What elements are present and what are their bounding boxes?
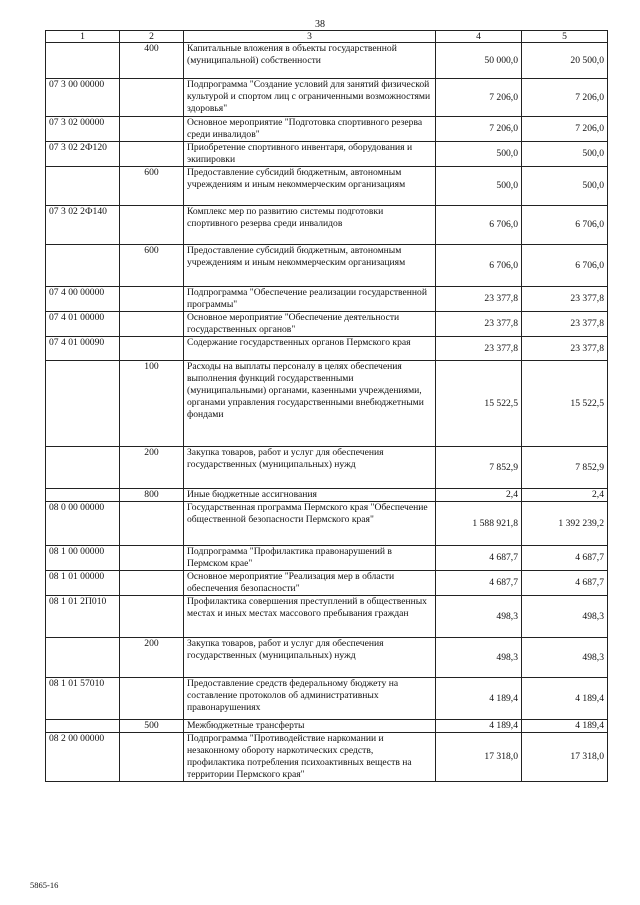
row-value-col4: 6 706,0 [436, 245, 522, 287]
row-value-col4: 1 588 921,8 [436, 502, 522, 546]
row-value-col4: 23 377,8 [436, 337, 522, 361]
row-name: Основное мероприятие "Реализация мер в области обеспечения безопасности" [184, 571, 436, 596]
row-name: Межбюджетные трансферты [184, 720, 436, 733]
table-row [46, 502, 608, 546]
column-number: 1 [46, 31, 120, 43]
table-row [46, 43, 608, 79]
row-code [46, 361, 120, 447]
row-name: Подпрограмма "Создание условий для занятий физической культурой и спортом лиц с ограниченными возможностями здоровья" [184, 79, 436, 117]
column-number: 3 [184, 31, 436, 43]
row-expense-type [120, 571, 184, 596]
row-value-col5: 20 500,0 [522, 43, 608, 79]
row-code: 08 0 00 00000 [46, 502, 120, 546]
table-row [46, 571, 608, 596]
row-name: Иные бюджетные ассигнования [184, 489, 436, 502]
row-code: 08 1 01 2П010 [46, 596, 120, 638]
row-value-col4: 2,4 [436, 489, 522, 502]
row-name: Подпрограмма "Обеспечение реализации государственной программы" [184, 287, 436, 312]
row-value-col4: 500,0 [436, 142, 522, 167]
row-code: 08 2 00 00000 [46, 733, 120, 782]
row-value-col4: 4 189,4 [436, 720, 522, 733]
row-name: Комплекс мер по развитию системы подготовки спортивного резерва среди инвалидов [184, 206, 436, 245]
row-value-col4: 7 852,9 [436, 447, 522, 489]
row-expense-type: 100 [120, 361, 184, 447]
row-expense-type: 200 [120, 638, 184, 678]
table-row [46, 117, 608, 142]
row-value-col5: 2,4 [522, 489, 608, 502]
row-name: Закупка товаров, работ и услуг для обеспечения государственных (муниципальных) нужд [184, 638, 436, 678]
row-value-col5: 4 687,7 [522, 571, 608, 596]
row-code [46, 245, 120, 287]
row-name: Профилактика совершения преступлений в общественных местах и иных местах массового пребывания граждан [184, 596, 436, 638]
row-expense-type [120, 678, 184, 720]
table-row [46, 142, 608, 167]
row-code [46, 638, 120, 678]
row-code: 07 3 02 2Ф140 [46, 206, 120, 245]
page-number: 38 [315, 19, 325, 30]
row-name: Основное мероприятие "Обеспечение деятельности государственных органов" [184, 312, 436, 337]
row-code: 08 1 01 00000 [46, 571, 120, 596]
row-name: Расходы на выплаты персоналу в целях обеспечения выполнения функций государственными (муниципальными) органами, казенными учреждениями, органами управления государственными внебюджетными фондами [184, 361, 436, 447]
row-value-col5: 6 706,0 [522, 206, 608, 245]
table-row [46, 720, 608, 733]
footer-code: 5865-16 [30, 880, 59, 890]
row-value-col5: 6 706,0 [522, 245, 608, 287]
table-row [46, 206, 608, 245]
row-name: Подпрограмма "Профилактика правонарушений в Пермском крае" [184, 546, 436, 571]
row-value-col4: 498,3 [436, 596, 522, 638]
row-value-col5: 7 206,0 [522, 79, 608, 117]
row-value-col4: 4 687,7 [436, 546, 522, 571]
row-code [46, 489, 120, 502]
row-expense-type [120, 337, 184, 361]
row-value-col5: 1 392 239,2 [522, 502, 608, 546]
row-value-col5: 498,3 [522, 596, 608, 638]
row-code [46, 447, 120, 489]
row-value-col4: 7 206,0 [436, 117, 522, 142]
row-value-col4: 15 522,5 [436, 361, 522, 447]
row-expense-type [120, 502, 184, 546]
row-value-col5: 23 377,8 [522, 337, 608, 361]
column-number: 4 [436, 31, 522, 43]
table-row [46, 79, 608, 117]
row-code: 07 4 01 00000 [46, 312, 120, 337]
table-row [46, 489, 608, 502]
row-expense-type: 400 [120, 43, 184, 79]
row-code: 07 4 00 00000 [46, 287, 120, 312]
row-value-col5: 4 687,7 [522, 546, 608, 571]
row-name: Предоставление средств федеральному бюджету на составление протоколов об административных правонарушениях [184, 678, 436, 720]
row-value-col5: 23 377,8 [522, 287, 608, 312]
row-value-col5: 498,3 [522, 638, 608, 678]
column-number: 2 [120, 31, 184, 43]
row-expense-type [120, 79, 184, 117]
row-expense-type [120, 546, 184, 571]
table-row [46, 546, 608, 571]
row-name: Содержание государственных органов Пермского края [184, 337, 436, 361]
row-code: 08 1 01 57010 [46, 678, 120, 720]
row-expense-type: 600 [120, 245, 184, 287]
table-row [46, 638, 608, 678]
row-name: Подпрограмма "Противодействие наркомании и незаконному обороту наркотических средств, профилактика потребления психоактивных веществ на территории Пермского края" [184, 733, 436, 782]
row-value-col5: 7 206,0 [522, 117, 608, 142]
row-expense-type [120, 596, 184, 638]
row-value-col5: 15 522,5 [522, 361, 608, 447]
row-value-col4: 4 687,7 [436, 571, 522, 596]
row-expense-type [120, 117, 184, 142]
row-value-col4: 7 206,0 [436, 79, 522, 117]
row-expense-type: 200 [120, 447, 184, 489]
row-value-col4: 4 189,4 [436, 678, 522, 720]
row-value-col5: 500,0 [522, 167, 608, 206]
row-value-col5: 7 852,9 [522, 447, 608, 489]
row-expense-type: 500 [120, 720, 184, 733]
row-value-col4: 500,0 [436, 167, 522, 206]
row-value-col4: 498,3 [436, 638, 522, 678]
row-name: Предоставление субсидий бюджетным, автономным учреждениям и иным некоммерческим организациям [184, 245, 436, 287]
row-expense-type [120, 206, 184, 245]
row-expense-type [120, 142, 184, 167]
table-row [46, 447, 608, 489]
column-number: 5 [522, 31, 608, 43]
column-number-row [46, 31, 608, 43]
row-code: 08 1 00 00000 [46, 546, 120, 571]
row-name: Основное мероприятие "Подготовка спортивного резерва среди инвалидов" [184, 117, 436, 142]
row-code: 07 3 02 2Ф120 [46, 142, 120, 167]
row-name: Предоставление субсидий бюджетным, автономным учреждениям и иным некоммерческим организациям [184, 167, 436, 206]
row-value-col4: 50 000,0 [436, 43, 522, 79]
row-value-col4: 23 377,8 [436, 287, 522, 312]
budget-table [45, 30, 608, 782]
row-expense-type: 600 [120, 167, 184, 206]
table-row [46, 167, 608, 206]
row-value-col5: 4 189,4 [522, 720, 608, 733]
table-row [46, 596, 608, 638]
row-name: Государственная программа Пермского края "Обеспечение общественной безопасности Пермского края" [184, 502, 436, 546]
row-value-col5: 500,0 [522, 142, 608, 167]
table-row [46, 287, 608, 312]
row-expense-type [120, 287, 184, 312]
row-name: Закупка товаров, работ и услуг для обеспечения государственных (муниципальных) нужд [184, 447, 436, 489]
row-expense-type: 800 [120, 489, 184, 502]
row-value-col5: 4 189,4 [522, 678, 608, 720]
row-value-col5: 23 377,8 [522, 312, 608, 337]
row-code: 07 3 00 00000 [46, 79, 120, 117]
row-expense-type [120, 733, 184, 782]
table-row [46, 312, 608, 337]
row-value-col4: 23 377,8 [436, 312, 522, 337]
row-value-col4: 17 318,0 [436, 733, 522, 782]
row-code [46, 720, 120, 733]
row-code: 07 4 01 00090 [46, 337, 120, 361]
row-name: Капитальные вложения в объекты государственной (муниципальной) собственности [184, 43, 436, 79]
table-row [46, 733, 608, 782]
row-value-col5: 17 318,0 [522, 733, 608, 782]
row-value-col4: 6 706,0 [436, 206, 522, 245]
table-row [46, 337, 608, 361]
table-row [46, 245, 608, 287]
row-code: 07 3 02 00000 [46, 117, 120, 142]
row-name: Приобретение спортивного инвентаря, оборудования и экипировки [184, 142, 436, 167]
table-row [46, 361, 608, 447]
table-row [46, 678, 608, 720]
row-code [46, 43, 120, 79]
row-expense-type [120, 312, 184, 337]
row-code [46, 167, 120, 206]
